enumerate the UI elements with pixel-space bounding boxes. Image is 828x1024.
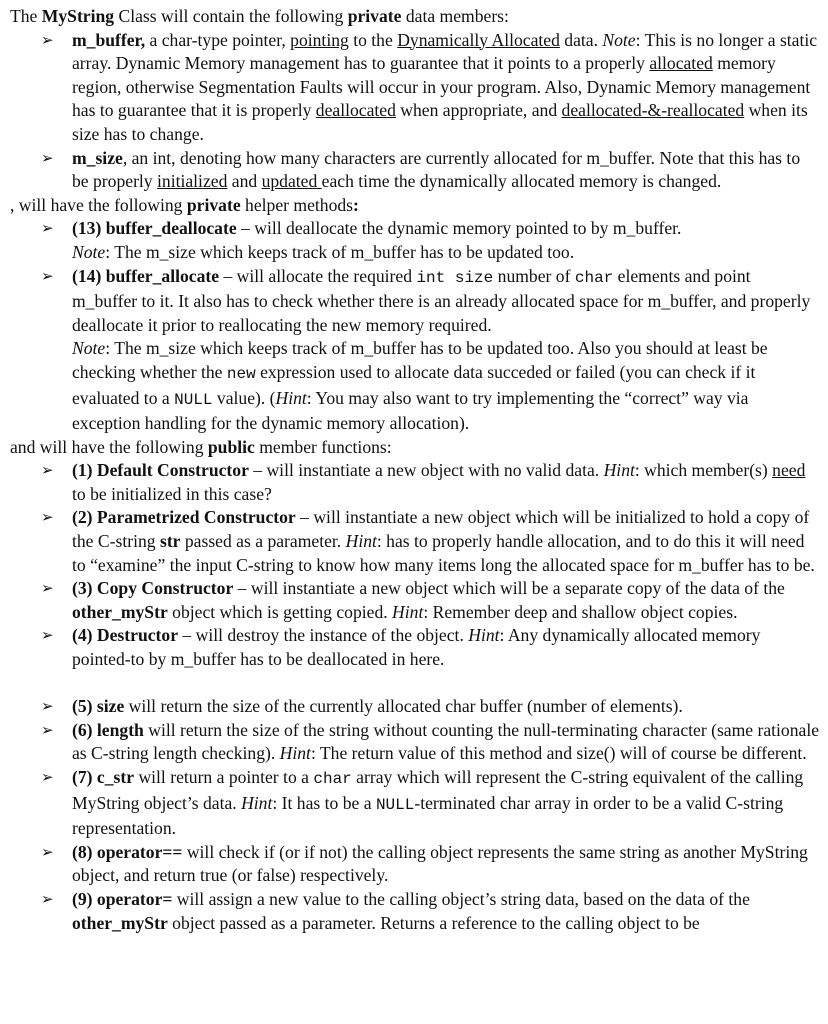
item-text: a char-type pointer, xyxy=(145,29,291,50)
helpers-intro xyxy=(10,194,820,218)
helper-methods-list xyxy=(10,217,820,435)
hint-label: Hint xyxy=(279,743,311,764)
item-text: passed as a parameter. xyxy=(180,531,346,552)
item-text: – will instantiate a new object with no valid data. xyxy=(248,460,604,481)
underlined-text: need xyxy=(772,460,806,481)
note-label: Note xyxy=(72,338,106,359)
public-keyword: public xyxy=(207,436,255,457)
item-text: : The return value of this method and size() will of course be different. xyxy=(310,743,807,764)
item-text: : has to properly handle allocation, and to do this it will need to “examine” the input C-string to know how many items long the allocated space for m_buffer has to be. xyxy=(72,531,815,575)
item-text: – will deallocate the dynamic memory pointed to by m_buffer. xyxy=(236,218,682,239)
intro-text: member functions: xyxy=(254,436,392,457)
member-name: m_buffer, xyxy=(72,29,146,50)
list-item-size xyxy=(41,695,820,719)
item-text: -terminated char array in order to be a valid C-string representation. xyxy=(72,792,784,839)
function-name: (3) Copy Constructor xyxy=(72,578,234,599)
list-item-m-size xyxy=(41,147,820,194)
intro-text: Class will contain the following xyxy=(114,6,348,26)
note-label: Note xyxy=(602,29,636,50)
arrow-bullet-icon: ➢ xyxy=(41,889,54,908)
private-keyword: private xyxy=(347,6,402,26)
list-item-operator-assign xyxy=(41,888,820,935)
underlined-text: pointing xyxy=(290,29,349,50)
list-item-length xyxy=(41,719,820,766)
intro-text: data members: xyxy=(401,6,509,26)
hint-label: Hint xyxy=(603,460,635,481)
colon: : xyxy=(353,194,359,215)
item-text: elements and point m_buffer to it. It also has to check whether there is an already allocated space for m_buffer, and properly deallocate it prior to reallocating the new memory required. xyxy=(72,265,811,335)
item-text: when appropriate, and xyxy=(395,100,562,121)
function-name: (6) length xyxy=(72,719,144,740)
public-functions-list xyxy=(10,459,820,671)
intro-text: and will have the following xyxy=(10,436,208,457)
arrow-bullet-icon: ➢ xyxy=(41,30,54,49)
hint-label: Hint xyxy=(345,531,377,552)
hint-label: Hint xyxy=(241,792,273,813)
item-text: will check if (or if not) the calling object represents the same string as another MyString object, and return true (or false) respectively. xyxy=(72,841,808,886)
method-name: (13) buffer_deallocate xyxy=(72,218,237,239)
function-name: (7) c_str xyxy=(72,767,135,787)
item-text: expression used to allocate data succeded or failed (you can check if it evaluated to a xyxy=(72,361,756,408)
item-text: – will instantiate a new object which will be initialized to hold a copy of the C-string xyxy=(72,507,810,552)
code-text: char xyxy=(313,770,352,788)
underlined-text: updated xyxy=(261,171,322,192)
public-intro xyxy=(10,436,820,460)
list-item-parametrized-constructor xyxy=(41,506,820,577)
item-text: object passed as a parameter. Returns a reference to the calling object to be xyxy=(167,912,700,933)
function-name: (8) operator== xyxy=(72,841,183,862)
arrow-bullet-icon: ➢ xyxy=(41,720,54,739)
arrow-bullet-icon: ➢ xyxy=(41,148,54,167)
arrow-bullet-icon: ➢ xyxy=(41,219,54,238)
item-text: to be initialized in this case? xyxy=(72,483,272,504)
item-text: : This is no longer a static array. Dynamic Memory management has to guarantee that it points to a properly xyxy=(72,29,818,74)
list-item-c-str xyxy=(41,766,820,841)
method-name: (14) buffer_allocate xyxy=(72,265,220,286)
item-text: to the xyxy=(348,29,398,50)
item-text: : It has to be a xyxy=(272,792,376,813)
arrow-bullet-icon: ➢ xyxy=(41,697,54,716)
list-item-m-buffer xyxy=(41,29,820,147)
private-keyword: private xyxy=(186,194,241,215)
list-item-buffer-allocate xyxy=(41,265,820,436)
list-item-destructor xyxy=(41,624,820,671)
hint-label: Hint xyxy=(468,625,500,646)
note-label: Note xyxy=(72,241,106,262)
member-name: m_size xyxy=(72,147,123,168)
class-name: MyString xyxy=(41,6,115,26)
underlined-text: allocated xyxy=(649,53,713,74)
item-text: data. xyxy=(559,29,603,50)
item-text: : The m_size which keeps track of m_buffer has to be updated too. Also you should at least be checking whether the xyxy=(72,338,768,382)
public-functions-list-continued xyxy=(10,695,820,935)
code-text: NULL xyxy=(174,390,213,409)
list-item-default-constructor xyxy=(41,459,820,506)
intro-text: helper methods xyxy=(240,194,354,215)
list-item-buffer-deallocate xyxy=(41,217,820,264)
item-text: : You may also want to try implementing the “correct” way via exception handling for the dynamic memory allocation). xyxy=(72,387,749,434)
item-text: array which will represent the C-string equivalent of the calling MyString object’s data. xyxy=(72,767,804,813)
item-text: : Remember deep and shallow object copies. xyxy=(423,601,738,622)
intro-text: The xyxy=(10,6,42,26)
underlined-text: deallocated xyxy=(315,100,396,121)
hint-label: Hint xyxy=(392,601,424,622)
code-text: int size xyxy=(416,268,494,287)
underlined-text: initialized xyxy=(157,171,228,192)
function-name: (1) Default Constructor xyxy=(72,460,249,481)
item-text: and xyxy=(227,171,262,192)
item-text: will return the size of the string without counting the null-terminating character (same rationale as C-string length checking). xyxy=(72,719,820,764)
item-text: when its size has to change. xyxy=(72,100,808,144)
code-text: NULL xyxy=(375,795,415,814)
underlined-text: deallocated-&-reallocated xyxy=(561,100,745,121)
function-name: (9) operator= xyxy=(72,888,173,909)
intro-text: , will have the following xyxy=(10,194,187,215)
code-text: new xyxy=(226,364,256,383)
item-text: , an int, denoting how many characters are currently allocated for m_buffer. Note that this has to be properly xyxy=(72,147,801,192)
item-text: – will instantiate a new object which will be a separate copy of the data of the xyxy=(233,578,785,599)
arrow-bullet-icon: ➢ xyxy=(41,508,54,527)
item-text: number of xyxy=(493,265,575,286)
item-text: : The m_size which keeps track of m_buffer has to be updated too. xyxy=(105,241,575,262)
arrow-bullet-icon: ➢ xyxy=(41,461,54,480)
list-item-operator-equals xyxy=(41,841,820,888)
item-text: value). ( xyxy=(212,387,276,408)
data-members-list xyxy=(10,29,820,194)
arrow-bullet-icon: ➢ xyxy=(41,579,54,598)
arrow-bullet-icon: ➢ xyxy=(41,768,54,786)
item-text: : which member(s) xyxy=(634,460,773,481)
blank-line xyxy=(10,672,820,696)
item-text: will return the size of the currently allocated char buffer (number of elements). xyxy=(124,696,683,717)
code-text: char xyxy=(574,268,614,287)
function-name: (4) Destructor xyxy=(72,625,179,646)
hint-label: Hint xyxy=(275,387,307,408)
item-text: will return a pointer to a xyxy=(134,767,314,787)
item-text: – will destroy the instance of the object. xyxy=(178,625,469,646)
function-name: (5) size xyxy=(72,696,125,717)
item-text: each time the dynamically allocated memory is changed. xyxy=(321,171,722,192)
item-text: object which is getting copied. xyxy=(167,601,393,622)
underlined-text: Dynamically Allocated xyxy=(397,29,560,50)
arrow-bullet-icon: ➢ xyxy=(41,266,54,285)
function-name: (2) Parametrized Constructor xyxy=(72,507,296,528)
item-text: : Any dynamically allocated memory pointed-to by m_buffer has to be deallocated in here. xyxy=(72,625,761,670)
intro-paragraph xyxy=(10,5,820,29)
list-item-copy-constructor xyxy=(41,577,820,624)
item-text: – will allocate the required xyxy=(219,265,417,286)
param-name: other_myStr xyxy=(72,912,168,933)
arrow-bullet-icon: ➢ xyxy=(41,626,54,645)
item-text: memory region, otherwise Segmentation Faults will occur in your program. Also, Dynamic Memory management has to guarantee that it is properly xyxy=(72,53,811,121)
item-text: will assign a new value to the calling object’s string data, based on the data of the xyxy=(172,888,750,909)
param-name: str xyxy=(159,531,181,552)
param-name: other_myStr xyxy=(72,601,168,622)
arrow-bullet-icon: ➢ xyxy=(41,842,54,861)
